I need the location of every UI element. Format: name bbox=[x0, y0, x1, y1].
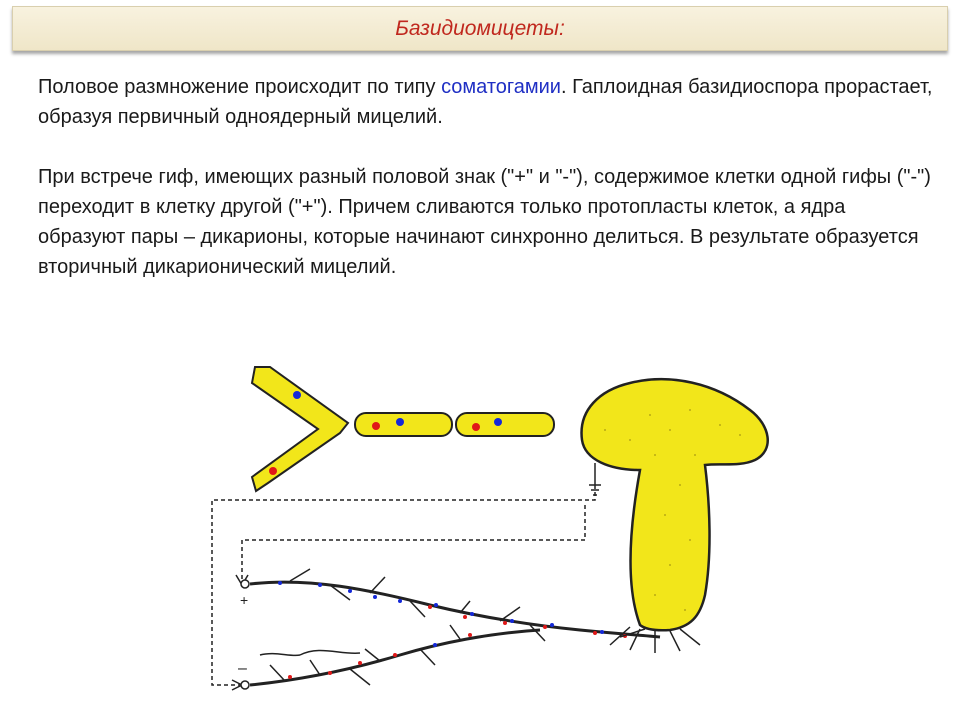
nucleus-red bbox=[372, 422, 380, 430]
nucleus-blue bbox=[396, 418, 404, 426]
page-title: Базидиомицеты: bbox=[395, 16, 565, 40]
title-bar bbox=[12, 6, 948, 51]
dikaryon-diagram bbox=[200, 355, 780, 710]
spore-minus bbox=[241, 681, 249, 689]
nucleus-blue bbox=[494, 418, 502, 426]
paragraph-1 bbox=[38, 72, 938, 132]
paragraph-1-start: Половое размножение происходит по типу bbox=[38, 76, 442, 98]
dikaryon-cell-2 bbox=[456, 413, 554, 436]
primary-mycelium-minus bbox=[250, 630, 540, 685]
primary-mycelium-plus bbox=[250, 582, 660, 637]
paragraph-1-end: . Гаплоидная базидиоспора прорастает, образуя первичный одноядерный мицелий. bbox=[38, 76, 933, 128]
spore-plus bbox=[241, 580, 249, 588]
nucleus-red bbox=[472, 423, 480, 431]
somatogamy-term: соматогамии bbox=[441, 76, 561, 98]
body-text bbox=[38, 72, 938, 282]
minus-label: – bbox=[238, 660, 247, 677]
fusing-hyphae bbox=[252, 367, 348, 491]
basidium bbox=[589, 463, 601, 495]
fruiting-body bbox=[582, 379, 768, 630]
nucleus-blue bbox=[293, 391, 301, 399]
nucleus-red bbox=[269, 467, 277, 475]
paragraph-2: При встрече гиф, имеющих разный половой знак ("+" и "-"), содержимое клетки одной гифы ("-") переходит в клетку другой ("+"). Причем сливаются только протопласты клеток, а ядра образуют пары – дикарионы, которые начинают синхронно делиться. В результате образуется вторичный дикарионический мицелий. bbox=[38, 166, 931, 278]
cycle-arrow bbox=[242, 505, 585, 583]
plus-label: + bbox=[240, 592, 249, 608]
dikaryon-cell-1 bbox=[355, 413, 452, 436]
